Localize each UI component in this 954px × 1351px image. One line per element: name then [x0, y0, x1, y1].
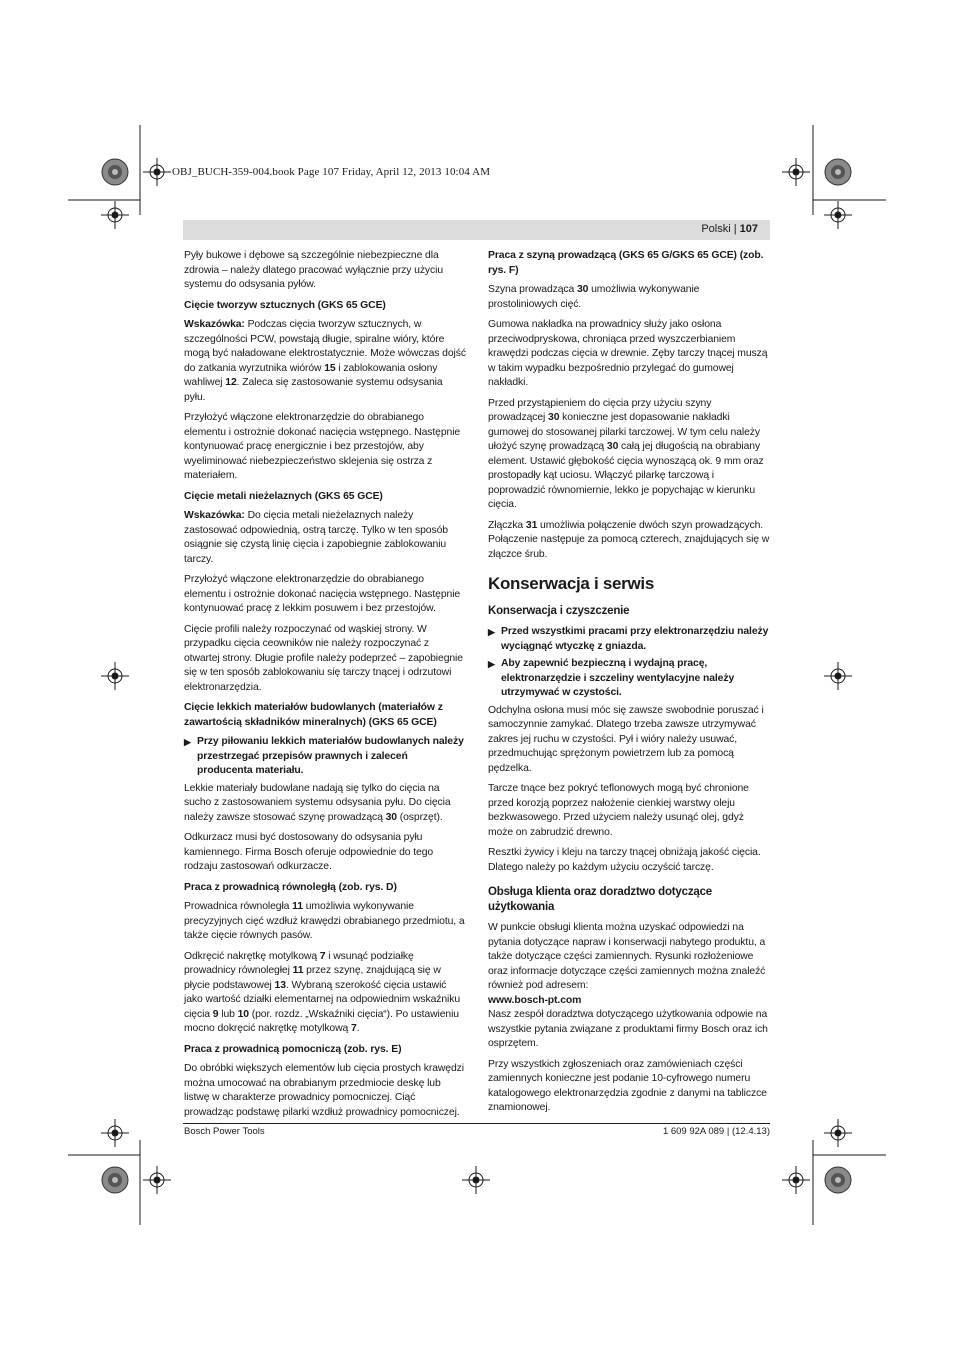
triangle-bullet-icon: ▶ [488, 659, 495, 669]
registration-mark-icon [101, 662, 129, 690]
running-header [183, 220, 770, 240]
text-run: (osprzęt). [396, 811, 443, 823]
text-run: lub [218, 1008, 238, 1020]
text-run: . [356, 1023, 360, 1034]
text-run: umożliwia wykonywanie prostoliniowych cięć. [488, 284, 700, 310]
ref-number: 13 [274, 979, 286, 991]
bullet-text: Przed wszystkimi pracami przy elektronarzędziu należy wyciągnąć wtyczkę z gniazda. [501, 626, 769, 652]
paragraph: Przyłożyć włączone elektronarzędzie do obrabianego elementu i ostrożnie dokonać nacięcia wstępnego. Następnie kontynuować pracę z lekkim posuwem i bez przestojów. [184, 574, 461, 614]
ref-number: 11 [292, 965, 304, 976]
ref-number: 30 [548, 412, 560, 423]
paragraph: Nasz zespół doradztwa dotyczącego użytkowania odpowie na wszystkie pytania związane z produktami firmy Bosch oraz ich osprzętem. [488, 1009, 768, 1049]
paragraph: Przyłożyć włączone elektronarzędzie do obrabianego elementu i ostrożnie dokonać nacięcia wstępnego. Następnie kontynuować pracę energicznie i bez przestojów, aby wyeliminować niebezpieczeństwo sklejenia się ostrza z materiałem. [184, 412, 461, 481]
ref-number: 31 [525, 519, 538, 531]
ref-number: 30 [385, 811, 397, 823]
paragraph: Gumowa nakładka na prowadnicy służy jako osłona przeciwodpryskowa, chroniąca przed wyszczerbianiem krawędzi podczas cięcia w drewnie. Zęby tarczy tnącej muszą w takim wypadku bezpośrednio przylegać do gumowej nakładki. [488, 319, 768, 388]
paragraph: Tarcze tnące bez pokryć teflonowych mogą być chronione przed korozją poprzez nałożenie cienkiej warstwy oleju bezkwasowego. Przed użyciem należy usunąć olej, gdyż może on zabrudzić drewno. [488, 783, 749, 838]
ref-number: 10 [237, 1008, 249, 1020]
section-heading: Praca z prowadnicą pomocniczą (zob. rys. E) [184, 1043, 402, 1055]
triangle-bullet-icon: ▶ [488, 627, 495, 637]
text-run: Prowadnica równoległa [184, 901, 293, 912]
text-run: . Wybraną szerokość cięcia ustawić jako wartość działki elementarnej na odpowiednim wskaźniku cięcia [184, 979, 461, 1020]
paragraph: Odchylna osłona musi móc się zawsze swobodnie poruszać i samoczynnie zamykać. Dlatego trzeba zawsze utrzymywać zakres jej ruchu w czystości. Pył i wióry należy usuwać, przedmuchując sprężonym powietrzem lub za pomocą pędzelka. [488, 704, 764, 774]
text-run: Lekkie materiały budowlane nadają się tylko do cięcia na sucho z zastosowaniem systemu odsysania pyłu. Do cięcia należy zawsze stosować szynę prowadzącą [184, 782, 451, 823]
color-target-icon [825, 159, 851, 185]
color-target-icon [825, 1167, 851, 1193]
paragraph [184, 318, 466, 405]
right-column [488, 249, 770, 1122]
paragraph: Resztki żywicy i kleju na tarczy tnącej obniżają jakość cięcia. Dlatego należy po każdym użyciu oczyścić tarczę. [488, 847, 761, 873]
section-heading: Cięcie lekkich materiałów budowlanych (materiałów z zawartością składników mineralnych) (GKS 65 GCE) [184, 702, 443, 728]
section-heading: Cięcie metali nieżelaznych (GKS 65 GCE) [184, 490, 383, 502]
text-run: umożliwia połączenie dwóch szyn prowadzących. Połączenie następuje za pomocą czterech, znajdujących się w złączce śrub. [488, 519, 770, 560]
warning-bullet [488, 657, 770, 701]
left-column [184, 249, 466, 1126]
warning-bullet [488, 625, 770, 654]
registration-mark-icon [143, 158, 171, 186]
text-run: . Zaleca się zastosowanie systemu odsysania pyłu. [184, 377, 443, 403]
paragraph [184, 509, 466, 567]
color-target-icon [102, 1167, 128, 1193]
chapter-heading: Konserwacja i serwis [488, 574, 654, 593]
paragraph: Pyły bukowe i dębowe są szczególnie niebezpieczne dla zdrowia – należy dlatego pracować wyłącznie przy użyciu systemu do odsysania pyłów. [184, 250, 444, 290]
section-heading: Praca z prowadnicą równoległą (zob. rys. D) [184, 881, 397, 893]
paragraph: Do obróbki większych elementów lub cięcia prostych krawędzi można umocować na obrabianym przedmiocie deskę lub listwę w charakterze prowadnicy pomocniczej. Ciąć prowadząc podstawę pilarki wzdłuż prowadnicy pomocniczej. [184, 1063, 464, 1118]
print-slug: OBJ_BUCH-359-004.book Page 107 Friday, April 12, 2013 10:04 AM [172, 166, 491, 178]
warning-bullet [184, 735, 466, 779]
text-run: Złączka [488, 519, 526, 531]
section-heading: Cięcie tworzyw sztucznych (GKS 65 GCE) [184, 299, 386, 311]
subsection-heading: Konserwacja i czyszczenie [488, 605, 630, 617]
text-run: Podczas cięcia tworzyw sztucznych, w szczególności PCW, powstają długie, spiralne wióry, które mogą być naładowane elektrostatycznie. Może wówczas dojść do zatkania wyrzutnika wiórów [184, 319, 466, 374]
paragraph: Przy wszystkich zgłoszeniach oraz zamówieniach części zamiennych konieczne jest podanie 10-cyfrowego numeru katalogowego elektronarzędzia zgodnie z danymi na tabliczce znamionowej. [488, 1058, 767, 1113]
ref-number: 7 [319, 950, 326, 962]
subsection-heading: Obsługa klienta oraz doradztwo dotyczące użytkowania [488, 886, 712, 913]
ref-number: 9 [212, 1008, 219, 1020]
text-run: umożliwia wykonywanie precyzyjnych cięć wzdłuż krawędzi obrabianego przedmiotu, a także cięcie równych pasów. [184, 901, 465, 941]
registration-mark-icon [782, 158, 810, 186]
ref-number: 11 [292, 901, 303, 912]
paragraph [488, 283, 770, 312]
paragraph [184, 900, 466, 944]
footer-brand: Bosch Power Tools [184, 1126, 265, 1137]
bullet-text: Aby zapewnić bezpieczną i wydajną pracę, elektronarzędzie i szczeliny wentylacyjne należy utrzymywać w czystości. [501, 658, 735, 698]
color-target-icon [102, 159, 128, 185]
ref-number: 7 [350, 1023, 357, 1034]
ref-number: 12 [225, 377, 237, 388]
registration-mark-icon [143, 1166, 171, 1194]
registration-mark-icon [101, 201, 129, 229]
paragraph [488, 519, 770, 563]
bullet-text: Przy piłowaniu lekkich materiałów budowlanych należy przestrzegać przepisów prawnych i zaleceń producenta materiału. [197, 736, 464, 776]
text-run: i wsunąć podziałkę prowadnicy równoległej [184, 950, 414, 976]
ref-number: 30 [576, 284, 589, 295]
footer-rule [183, 1123, 770, 1124]
paragraph: W punkcie obsługi klienta można uzyskać odpowiedzi na pytania dotyczące napraw i konserwacji nabytego produktu, a także dotyczące części zamiennych. Rysunki rozłożeniowe oraz informacje dotyczące części zamiennych można znaleźć również pod adresem: [488, 922, 766, 991]
text-run: Szyna prowadząca [488, 284, 577, 295]
text-run: i zablokowania osłony wahliwej [184, 362, 438, 388]
registration-mark-icon [824, 1119, 852, 1147]
text-run: konieczne jest dopasowanie nakładki gumowej do stosowanej pilarki tarczowej. W tym celu należy ułożyć szynę prowadzącą [488, 412, 760, 452]
note-label: Wskazówka: [184, 319, 245, 330]
note-label: Wskazówka: [184, 510, 245, 521]
header-text: Polski | 107 [701, 223, 758, 235]
section-heading: Praca z szyną prowadzącą (GKS 65 G/GKS 65 GCE) (zob. rys. F) [488, 250, 764, 276]
registration-mark-icon [462, 1166, 490, 1194]
footer-catalog-number: 1 609 92A 089 | (12.4.13) [662, 1126, 770, 1137]
paragraph [488, 397, 770, 513]
registration-mark-icon [824, 201, 852, 229]
text-run: całą jej długością na obrabiany element. Ustawić głębokość cięcia wynoszącą ok. 9 mm oraz prostopadły kąt uciosu. Włączyć pilarkę tarczową i poprowadzić równomiernie, lekko je popychając w kierunku cięcia. [488, 441, 764, 510]
text-run: Do cięcia metali nieżelaznych należy zastosować odpowiednią, ostrą tarczę. Tylko w ten sposób osiągnie się czystą linię cięcia i zapobiegnie zablokowaniu tarczy. [184, 510, 448, 565]
page-number: 107 [739, 223, 758, 235]
paragraph: Odkurzacz musi być dostosowany do odsysania pyłu kamiennego. Firma Bosch oferuje odpowiednie do tego rodzaju zastosowań odkurzacze. [184, 832, 434, 872]
paragraph [184, 782, 466, 826]
ref-number: 15 [324, 362, 336, 374]
text-run: Przed przystąpieniem do cięcia przy użyciu szyny prowadzącej [488, 397, 712, 423]
website-link[interactable]: www.bosch-pt.com [488, 994, 582, 1006]
registration-mark-icon [824, 662, 852, 690]
text-run: (por. rozdz. „Wskaźniki cięcia“). Po ustawieniu mocno dokręcić nakrętkę motylkową [184, 1008, 459, 1034]
paragraph [184, 950, 466, 1037]
registration-mark-icon [101, 1119, 129, 1147]
ref-number: 30 [606, 441, 619, 452]
paragraph: Cięcie profili należy rozpoczynać od wąskiej strony. W przypadku cięcia ceowników nie należy rozpoczynać z otwartej strony. Długie profile należy podeprzeć – zapobiegnie się w ten sposób zablokowaniu się tarczy tnącej i odrzutowi elektronarzędzia. [184, 623, 463, 693]
header-language: Polski [701, 223, 731, 235]
text-run: Odkręcić nakrętkę motylkową [184, 950, 320, 962]
text-run: przez szynę, znajdującą się w płycie podstawowej [184, 965, 441, 991]
registration-mark-icon [782, 1166, 810, 1194]
triangle-bullet-icon: ▶ [184, 737, 191, 747]
